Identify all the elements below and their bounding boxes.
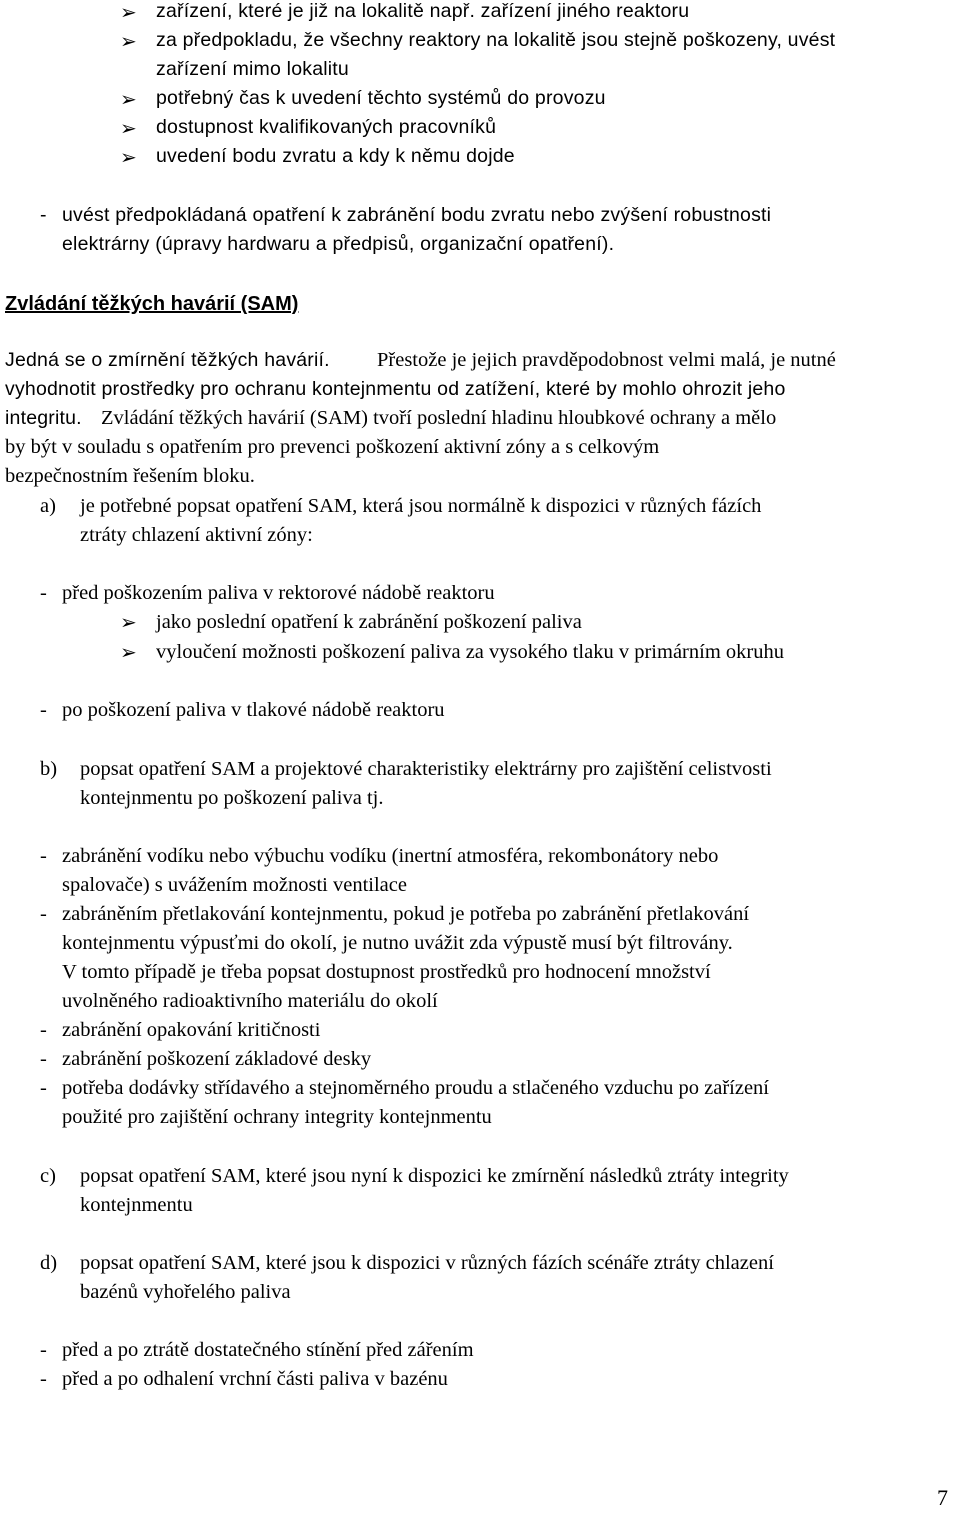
bullet-item: jako poslední opatření k zabránění poškození paliva bbox=[156, 611, 582, 633]
list-item-a: je potřebné popsat opatření SAM, která jsou normálně k dispozici v různých fázích bbox=[80, 495, 762, 517]
dash-item: po poškození paliva v tlakové nádobě reaktoru bbox=[62, 699, 445, 721]
list-marker-a: a) bbox=[40, 495, 56, 517]
arrow-bullet-icon: ➢ bbox=[120, 610, 137, 634]
dash-item: zabráněním přetlakování kontejnmentu, pokud je potřeba po zabránění přetlakování bbox=[62, 903, 750, 925]
dash-item-continuation: použité pro zajištění ochrany integrity kontejnmentu bbox=[62, 1106, 492, 1128]
section-heading: Zvládání těžkých havárií (SAM) bbox=[5, 293, 299, 315]
arrow-bullet-icon: ➢ bbox=[120, 87, 137, 111]
list-item-d-continuation: bazénů vyhořelého paliva bbox=[80, 1281, 291, 1303]
dash-item: před a po ztrátě dostatečného stínění před zářením bbox=[62, 1339, 474, 1361]
arrow-bullet-icon: ➢ bbox=[120, 145, 137, 169]
arrow-bullet-icon: ➢ bbox=[120, 29, 137, 53]
list-item-c: popsat opatření SAM, které jsou nyní k dispozici ke zmírnění následků ztráty integrity bbox=[80, 1165, 789, 1187]
dash-marker: - bbox=[40, 1368, 47, 1390]
bullet-item: vyloučení možnosti poškození paliva za vysokého tlaku v primárním okruhu bbox=[156, 641, 784, 663]
list-item-d: popsat opatření SAM, které jsou k dispozici v různých fázích scénáře ztráty chlazení bbox=[80, 1252, 774, 1274]
bullet-item: uvedení bodu zvratu a kdy k němu dojde bbox=[156, 145, 515, 167]
paragraph-line: vyhodnotit prostředky pro ochranu kontejnmentu od zatížení, které by mohlo ohrozit jeho bbox=[5, 378, 786, 400]
paragraph-line: bezpečnostním řešením bloku. bbox=[5, 465, 255, 487]
arrow-bullet-icon: ➢ bbox=[120, 116, 137, 140]
paragraph-line: Jedná se o zmírnění těžkých havárií. bbox=[5, 349, 330, 371]
bullet-item: potřebný čas k uvedení těchto systémů do provozu bbox=[156, 87, 606, 109]
list-item-c-continuation: kontejnmentu bbox=[80, 1194, 193, 1216]
bullet-item: dostupnost kvalifikovaných pracovníků bbox=[156, 116, 497, 138]
dash-item: před a po odhalení vrchní části paliva v bazénu bbox=[62, 1368, 448, 1390]
dash-item: před poškozením paliva v rektorové nádobě reaktoru bbox=[62, 582, 495, 604]
list-item-b: popsat opatření SAM a projektové charakteristiky elektrárny pro zajištění celistvosti bbox=[80, 758, 772, 780]
dash-marker: - bbox=[40, 1077, 47, 1099]
list-marker-d: d) bbox=[40, 1252, 58, 1274]
paragraph-line: Zvládání těžkých havárií (SAM) tvoří poslední hladinu hloubkové ochrany a mělo bbox=[101, 407, 777, 429]
dash-item-continuation: uvolněného radioaktivního materiálu do okolí bbox=[62, 990, 438, 1012]
bullet-item-continuation: zařízení mimo lokalitu bbox=[156, 58, 349, 80]
dash-marker: - bbox=[40, 699, 47, 721]
page-number: 7 bbox=[937, 1485, 948, 1510]
list-item-b-continuation: kontejnmentu po poškození paliva tj. bbox=[80, 787, 384, 809]
list-marker-c: c) bbox=[40, 1165, 56, 1187]
list-marker-b: b) bbox=[40, 758, 58, 780]
paragraph-line: Přestože je jejich pravděpodobnost velmi malá, je nutné bbox=[377, 349, 836, 371]
arrow-bullet-icon: ➢ bbox=[120, 0, 137, 24]
dash-marker: - bbox=[40, 1339, 47, 1361]
dash-marker: - bbox=[40, 582, 47, 604]
dash-marker: - bbox=[40, 1019, 47, 1041]
dash-item-continuation: kontejnmentu výpusťmi do okolí, je nutno uvážit zda výpustě musí být filtrovány. bbox=[62, 932, 733, 954]
arrow-bullet-icon: ➢ bbox=[120, 640, 137, 664]
dash-marker: - bbox=[40, 204, 47, 226]
dash-item: zabránění poškození základové desky bbox=[62, 1048, 372, 1070]
dash-item: zabránění opakování kritičnosti bbox=[62, 1019, 321, 1041]
bullet-item: zařízení, které je již na lokalitě např. zařízení jiného reaktoru bbox=[156, 0, 690, 22]
list-item-a-continuation: ztráty chlazení aktivní zóny: bbox=[80, 524, 313, 546]
dash-marker: - bbox=[40, 903, 47, 925]
paragraph-line: by být v souladu s opatřením pro prevenci poškození aktivní zóny a s celkovým bbox=[5, 436, 660, 458]
dash-item-continuation: spalovače) s uvážením možnosti ventilace bbox=[62, 874, 407, 896]
bullet-item: za předpokladu, že všechny reaktory na lokalitě jsou stejně poškozeny, uvést bbox=[156, 29, 836, 51]
paragraph-line: integritu. bbox=[5, 407, 82, 429]
dash-item: potřeba dodávky střídavého a stejnoměrného proudu a stlačeného vzduchu po zařízení bbox=[62, 1077, 769, 1099]
dash-item-continuation: elektrárny (úpravy hardwaru a předpisů, organizační opatření). bbox=[62, 233, 615, 255]
dash-marker: - bbox=[40, 845, 47, 867]
dash-marker: - bbox=[40, 1048, 47, 1070]
dash-item-continuation: V tomto případě je třeba popsat dostupnost prostředků pro hodnocení množství bbox=[62, 961, 711, 983]
dash-item: zabránění vodíku nebo výbuchu vodíku (inertní atmosféra, rekombonátory nebo bbox=[62, 845, 719, 867]
dash-item: uvést předpokládaná opatření k zabránění bodu zvratu nebo zvýšení robustnosti bbox=[62, 204, 772, 226]
